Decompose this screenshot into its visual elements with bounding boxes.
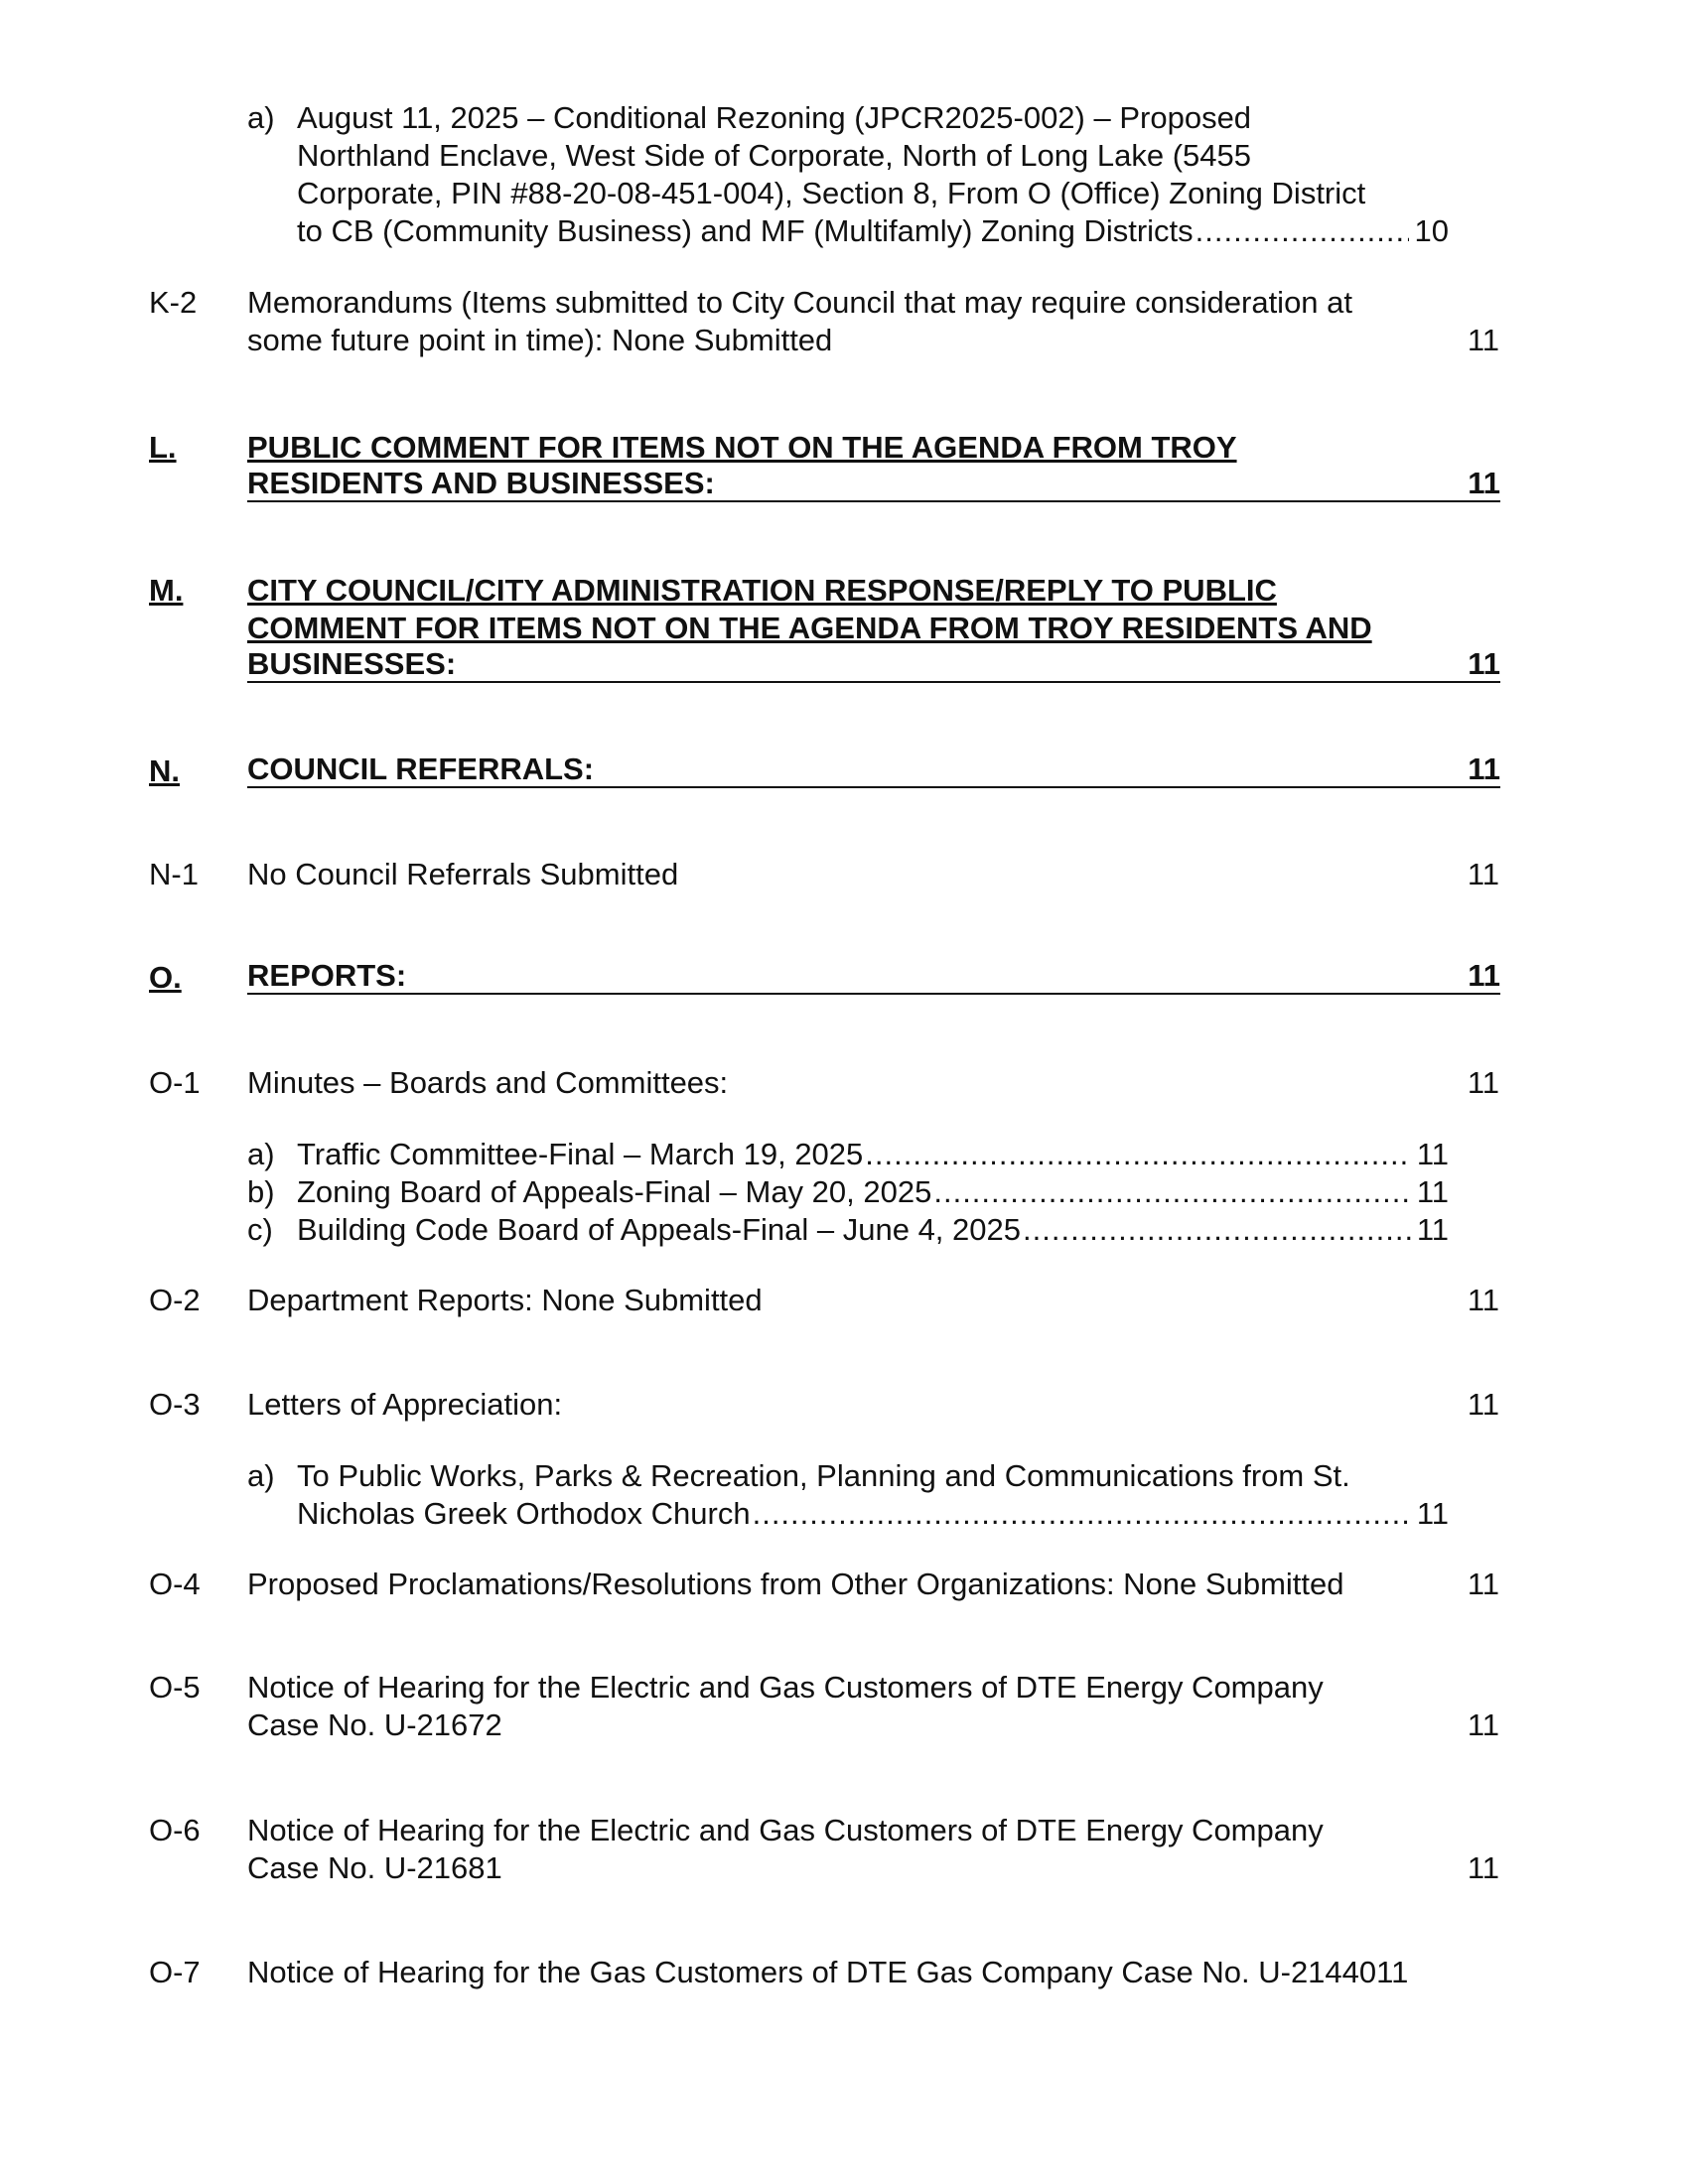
section-o-heading [247, 959, 1500, 995]
section-m-line-2: COMMENT FOR ITEMS NOT ON THE AGENDA FROM TROY RESIDENTS AND [247, 611, 1372, 645]
item-o4-code: O-4 [149, 1567, 201, 1601]
item-o1b-line [297, 1173, 1449, 1211]
section-m-code: M. [149, 573, 184, 608]
section-o-page: 11 [1468, 958, 1500, 993]
item-k1a-line-1: August 11, 2025 – Conditional Rezoning (JPCR2025-002) – Proposed [297, 100, 1252, 135]
item-o3a-last-line [297, 1495, 1449, 1533]
item-o6-page: 11 [1467, 1850, 1499, 1885]
item-o2-text: Department Reports: None Submitted [247, 1283, 763, 1317]
section-m-page: 11 [1468, 646, 1500, 681]
item-o1c-page: 11 [1416, 1212, 1449, 1247]
item-o1b-label: b) [247, 1174, 275, 1209]
item-o1a-line [297, 1136, 1449, 1173]
item-o3a-label: a) [247, 1458, 275, 1493]
section-n-page: 11 [1468, 751, 1500, 786]
section-l-code: L. [149, 430, 177, 465]
item-o1c-line [297, 1211, 1449, 1249]
item-o4-page: 11 [1467, 1567, 1499, 1601]
section-l-last-line [247, 467, 1500, 502]
dot-leader [753, 1495, 1411, 1533]
item-o2-page: 11 [1467, 1283, 1499, 1317]
section-l-page: 11 [1468, 466, 1500, 500]
section-l-heading [247, 429, 1500, 502]
item-n1-text: No Council Referrals Submitted [247, 857, 679, 891]
item-o1c [297, 1211, 1449, 1249]
item-o2-code: O-2 [149, 1283, 201, 1317]
item-o1b-page: 11 [1416, 1174, 1449, 1209]
item-o5-code: O-5 [149, 1670, 201, 1705]
item-o7-page: 11 [1376, 1955, 1409, 1989]
item-o6-line-2: Case No. U-21681 [247, 1850, 502, 1885]
item-o1a-text: Traffic Committee-Final – March 19, 2025 [297, 1137, 864, 1171]
dot-leader [933, 1173, 1410, 1211]
section-o-last-line [247, 959, 1500, 995]
item-o1-code: O-1 [149, 1065, 201, 1100]
item-o7-code: O-7 [149, 1955, 201, 1989]
section-o-title: REPORTS: [247, 958, 407, 993]
item-k1a-label: a) [247, 100, 275, 135]
item-o1b [297, 1173, 1449, 1211]
section-m-line-1: CITY COUNCIL/CITY ADMINISTRATION RESPONSE/REPLY TO PUBLIC [247, 573, 1277, 608]
item-o3a-line-2: Nicholas Greek Orthodox Church [297, 1496, 751, 1531]
section-m-heading [247, 572, 1500, 683]
item-o3-page: 11 [1467, 1387, 1499, 1422]
item-o6-code: O-6 [149, 1813, 201, 1847]
section-l-line-2: RESIDENTS AND BUSINESSES: [247, 466, 715, 500]
dot-leader [865, 1136, 1411, 1173]
item-k2-page: 11 [1467, 323, 1499, 357]
item-k1a-last-line [297, 212, 1449, 250]
dot-leader [1023, 1211, 1411, 1249]
item-o1a-page: 11 [1416, 1137, 1449, 1171]
section-o-code: O. [149, 960, 182, 995]
section-m-last-line [247, 647, 1500, 683]
section-n-heading [247, 752, 1500, 788]
item-o3a [297, 1457, 1449, 1533]
item-o1-text: Minutes – Boards and Committees: [247, 1065, 729, 1100]
item-o1a-label: a) [247, 1137, 275, 1171]
section-n-title: COUNCIL REFERRALS: [247, 751, 595, 786]
item-o5-line-1: Notice of Hearing for the Electric and Gas Customers of DTE Energy Company [247, 1670, 1324, 1705]
item-o3a-line-1: To Public Works, Parks & Recreation, Planning and Communications from St. [297, 1458, 1350, 1493]
item-o6-line-1: Notice of Hearing for the Electric and Gas Customers of DTE Energy Company [247, 1813, 1324, 1847]
item-o3-text: Letters of Appreciation: [247, 1387, 563, 1422]
section-n-code: N. [149, 753, 180, 788]
item-o1-page: 11 [1467, 1065, 1499, 1100]
section-n-last-line [247, 752, 1500, 788]
item-o1c-label: c) [247, 1212, 273, 1247]
item-o3a-page: 11 [1416, 1496, 1449, 1531]
item-o7-text: Notice of Hearing for the Gas Customers of DTE Gas Company Case No. U-21440 [247, 1955, 1377, 1989]
item-k2-code: K-2 [149, 285, 198, 320]
item-o5-line-2: Case No. U-21672 [247, 1707, 502, 1742]
item-k1a-line-3: Corporate, PIN #88-20-08-451-004), Section 8, From O (Office) Zoning District [297, 176, 1366, 210]
item-k1a-line-4: to CB (Community Business) and MF (Multifamly) Zoning Districts [297, 213, 1194, 248]
item-k2-line-1: Memorandums (Items submitted to City Council that may require consideration at [247, 285, 1353, 320]
item-o6-text [247, 1812, 1439, 1887]
item-k1a-line-2: Northland Enclave, West Side of Corporate, North of Long Lake (5455 [297, 138, 1251, 173]
item-n1-code: N-1 [149, 857, 199, 891]
item-o1a [297, 1136, 1449, 1173]
dot-leader [1196, 212, 1409, 250]
item-o3-code: O-3 [149, 1387, 201, 1422]
item-o5-text [247, 1669, 1439, 1744]
item-n1-page: 11 [1467, 857, 1499, 891]
item-k2-text [247, 284, 1439, 359]
item-o4-text: Proposed Proclamations/Resolutions from Other Organizations: None Submitted [247, 1567, 1344, 1601]
item-k2-line-2: some future point in time): None Submitted [247, 323, 833, 357]
section-m-line-3: BUSINESSES: [247, 646, 457, 681]
item-k1a-page: 10 [1414, 213, 1449, 248]
section-l-line-1: PUBLIC COMMENT FOR ITEMS NOT ON THE AGENDA FROM TROY [247, 430, 1237, 465]
item-o1b-text: Zoning Board of Appeals-Final – May 20, 2025 [297, 1174, 932, 1209]
item-o1c-text: Building Code Board of Appeals-Final – June 4, 2025 [297, 1212, 1021, 1247]
item-o7-line [247, 1954, 1508, 1991]
item-k1a-text [297, 99, 1449, 250]
item-o5-page: 11 [1467, 1707, 1499, 1742]
